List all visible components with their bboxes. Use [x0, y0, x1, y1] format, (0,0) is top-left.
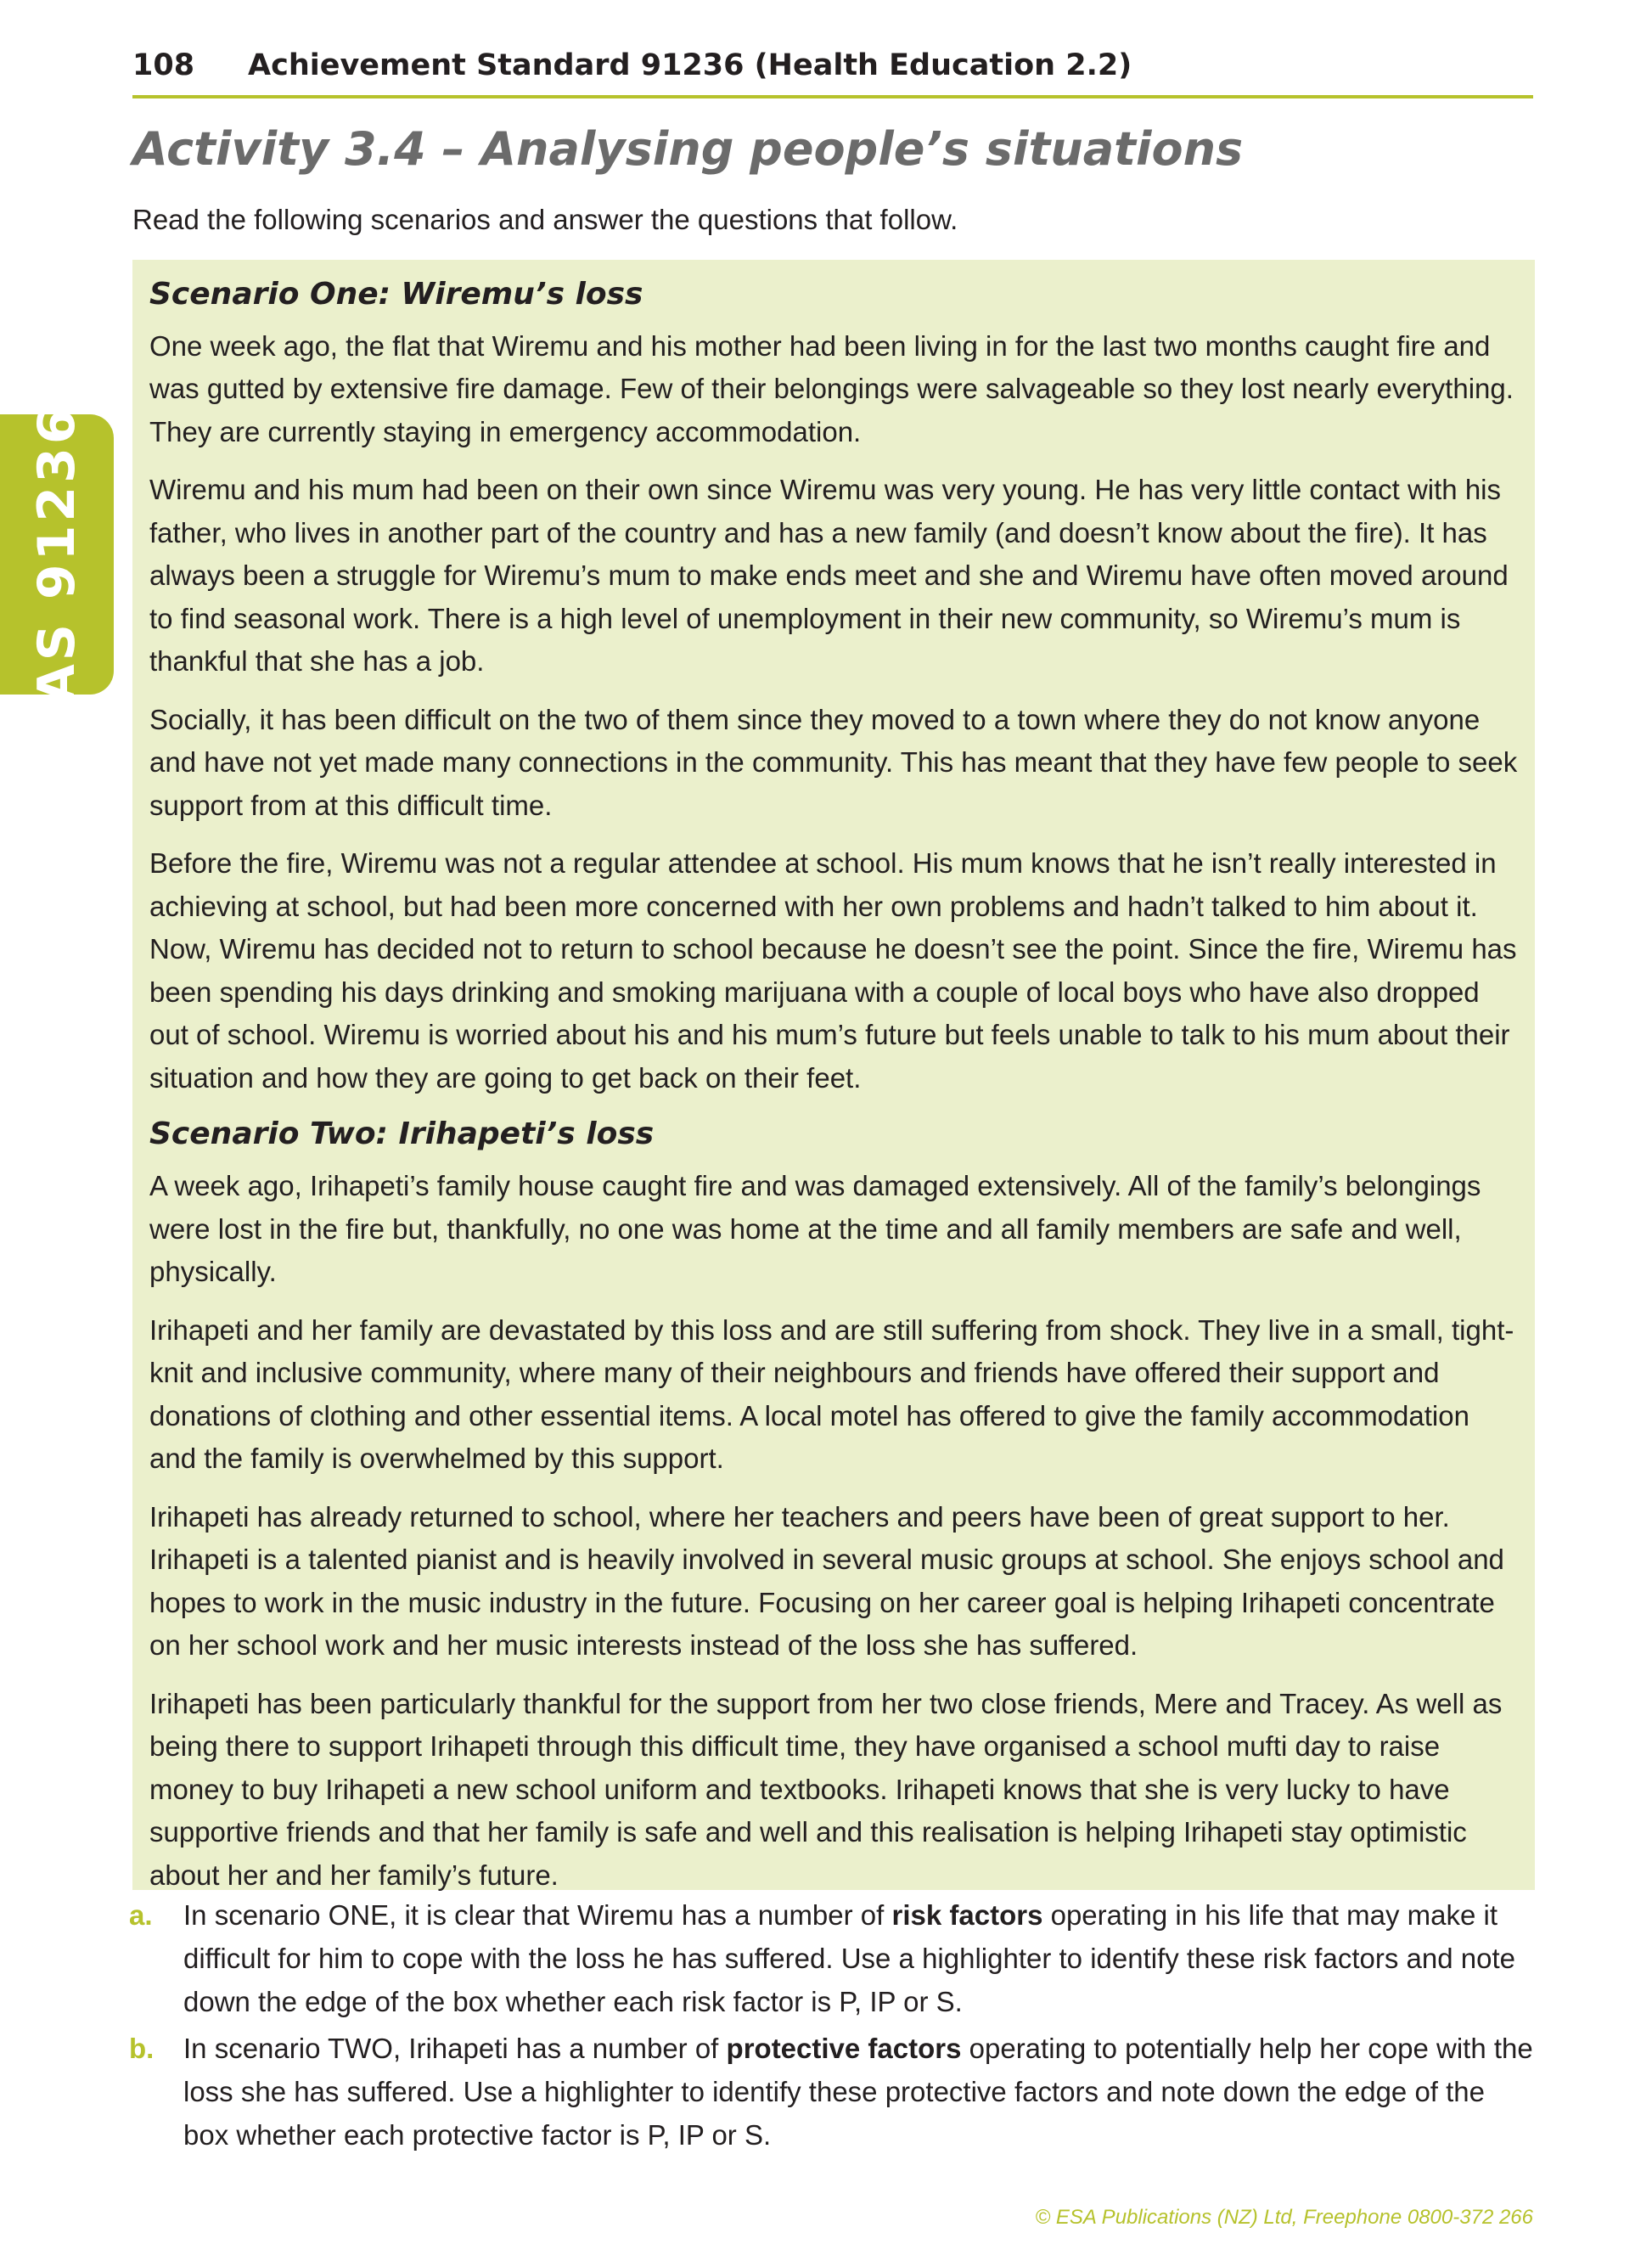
question-letter: a.: [129, 1899, 153, 1931]
activity-intro: Read the following scenarios and answer the questions that follow.: [132, 204, 958, 235]
scenario-one-heading: Scenario One: Wiremu’s loss: [149, 277, 643, 312]
scenario-box: [132, 260, 1535, 1890]
question-list: [129, 1893, 1533, 2160]
scenario-two-paragraph: Irihapeti has already returned to school, where her teachers and peers have been of great support to her. Irihapeti is a talented pianist and is heavily involved in several music groups at school. She enjoys school and hopes to work in the music industry in the future. Focusing on her career goal is helping Irihapeti concentrate on her school work and her music interests instead of the loss she has suffered.: [149, 1500, 1504, 1662]
scenario-two-paragraph: Irihapeti and her family are devastated by this loss and are still suffering from shock. They live in a small, tight-knit and inclusive community, where many of their neighbours and friends have offered their support and donations of clothing and other essential items. A local motel has offered to give the family accommodation and the family is overwhelmed by this support.: [149, 1313, 1514, 1475]
header-title: Achievement Standard 91236 (Health Education 2.2): [248, 48, 1132, 82]
key-term: protective factors: [726, 2033, 962, 2064]
scenario-two-paragraph: Irihapeti has been particularly thankful for the support from her two close friends, Mere and Tracey. As well as being there to support Irihapeti through this difficult time, they have organised a school mufti day to raise money to buy Irihapeti a new school uniform and textbooks. Irihapeti knows that she is very lucky to have supportive friends and that her family is safe and well and this realisation is helping Irihapeti stay optimistic about her and her family’s future.: [149, 1687, 1503, 1891]
activity-title: Activity 3.4 – Analysing people’s situations: [132, 122, 1244, 176]
footer-copyright: © ESA Publications (NZ) Ltd, Freephone 0800-372 266: [1035, 2206, 1533, 2229]
scenario-one-paragraph: Before the fire, Wiremu was not a regular attendee at school. His mum knows that he isn’t really interested in achieving at school, but had been more concerned with her own problems and hadn’t talked to him about it. Now, Wiremu has decided not to return to school because he doesn’t see the point. Since the fire, Wiremu has been spending his days drinking and smoking marijuana with a couple of local boys who have also dropped out of school. Wiremu is worried about his and his mum’s future but feels unable to talk to his mum about their situation and how they are going to get back on their feet.: [149, 847, 1517, 1094]
scenario-one-paragraph: Wiremu and his mum had been on their own since Wiremu was very young. He has very little contact with his father, who lives in another part of the country and has a new family (and doesn’t know about the fire). It has always been a struggle for Wiremu’s mum to make ends meet and she and Wiremu have often moved around to find seasonal work. There is a high level of unemployment in their new community, so Wiremu’s mum is thankful that she has a job.: [149, 474, 1509, 678]
question-text: In scenario TWO, Irihapeti has a number of protective factors operating to potentially help her cope with the loss she has suffered. Use a highlighter to identify these protective factors and note down the edge of the box whether each protective factor is P, IP or S.: [183, 2033, 1533, 2151]
page-number: 108: [132, 48, 195, 82]
key-term: risk factors: [891, 1899, 1043, 1931]
question-letter: b.: [129, 2033, 155, 2064]
scenario-two-heading: Scenario Two: Irihapeti’s loss: [149, 1116, 655, 1152]
question-item: [129, 2027, 1533, 2157]
scenario-two-paragraph: A week ago, Irihapeti’s family house caught fire and was damaged extensively. All of the family’s belongings were lost in the fire but, thankfully, no one was home at the time and all family members are safe and well, physically.: [149, 1170, 1481, 1288]
question-text: In scenario ONE, it is clear that Wiremu has a number of risk factors operating in his life that may make it difficult for him to cope with the loss he has suffered. Use a highlighter to identify these risk factors and note down the edge of the box whether each risk factor is P, IP or S.: [183, 1899, 1515, 2017]
header-divider: [132, 95, 1533, 98]
side-tab: [0, 405, 114, 704]
side-tab-label: AS 91236: [27, 405, 87, 704]
scenario-one-paragraph: Socially, it has been difficult on the two of them since they moved to a town where they do not know anyone and have not yet made many connections in the community. This has meant that they have few people to seek support from at this difficult time.: [149, 703, 1518, 821]
scenario-one-paragraph: One week ago, the flat that Wiremu and his mother had been living in for the last two months caught fire and was gutted by extensive fire damage. Few of their belongings were salvageable so they lost nearly everything. They are currently staying in emergency accommodation.: [149, 329, 1514, 447]
question-item: [129, 1893, 1533, 2023]
running-header: [132, 36, 1533, 95]
